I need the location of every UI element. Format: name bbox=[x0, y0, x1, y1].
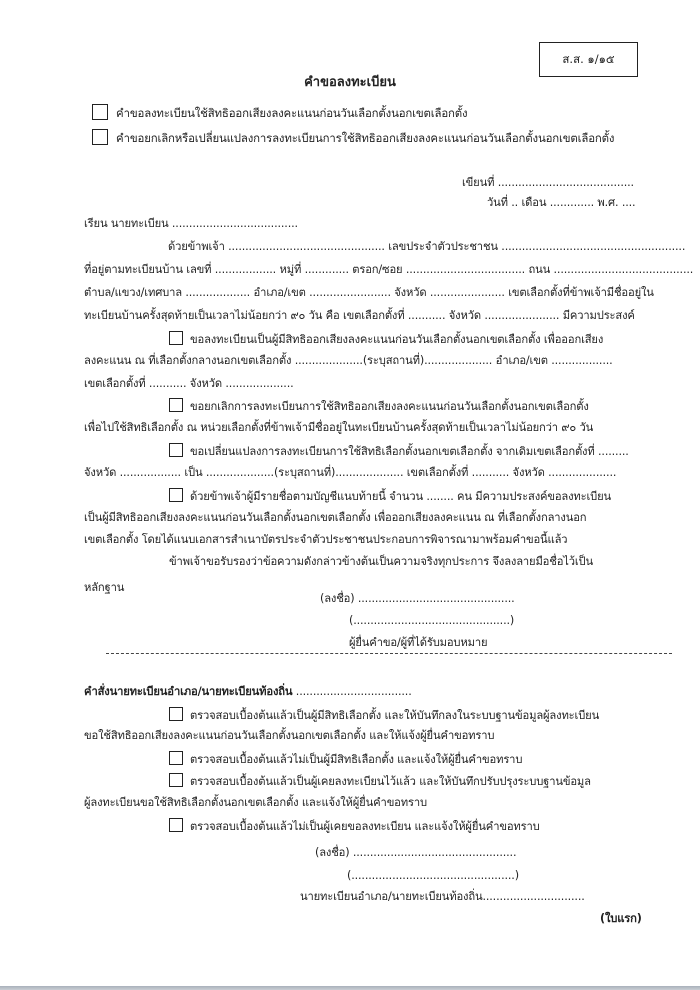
option-text: ขอลงทะเบียนเป็นผู้มีสิทธิออกเสียงลงคะแนนก่อนวันเลือกตั้งนอกเขตเลือกตั้ง เพื่อออกเสียง bbox=[190, 333, 604, 346]
applicant-role-label: ผู้ยื่นคำขอ/ผู้ที่ได้รับมอบหมาย bbox=[349, 636, 488, 649]
order-already-registered-line-2: ผู้ลงทะเบียนขอใช้สิทธิเลือกตั้งนอกเขตเลือกตั้ง และแจ้งให้ผู้ยื่นคำขอทราบ bbox=[84, 796, 427, 809]
checkbox-option-group[interactable] bbox=[169, 488, 183, 502]
option-register-line-1 bbox=[169, 331, 603, 347]
option-change-line-1 bbox=[169, 443, 629, 459]
request-type-register bbox=[92, 104, 467, 120]
page-bottom-edge bbox=[0, 986, 700, 990]
date-field[interactable]: วันที่ .. เดือน ............. พ.ศ. .... bbox=[487, 196, 636, 209]
option-register-line-3[interactable]: เขตเลือกตั้งที่ ........... จังหวัด .................... bbox=[84, 377, 294, 390]
written-at-field[interactable]: เขียนที่ ........................................ bbox=[462, 176, 634, 189]
checkbox-request-cancel-change[interactable] bbox=[92, 129, 108, 145]
option-group-line-3: เขตเลือกตั้ง โดยได้แนบเอกสารสำเนาบัตรประจำตัวประชาชนประกอบการพิจารณามาพร้อมคำขอนี้แล้ว bbox=[84, 533, 568, 546]
section-divider bbox=[106, 653, 672, 654]
order-eligible-line-1 bbox=[169, 707, 599, 723]
applicant-district-line[interactable]: ตำบล/แขวง/เทศบาล ................... อำเภอ/เขต ........................ จังหวัด ...................... เขตเลือกตั้งที่ข้าพเจ้ามีชื่ออยู่ใน bbox=[84, 286, 654, 299]
applicant-name-id-line[interactable]: ด้วยข้าพเจ้า .............................................. เลขประจำตัวประชาชน ...................................................... bbox=[168, 240, 686, 253]
registrar-name-field[interactable]: (................................................) bbox=[347, 869, 519, 882]
checkbox-order-not-eligible[interactable] bbox=[169, 751, 183, 765]
option-text: ขอยกเลิกการลงทะเบียนการใช้สิทธิออกเสียงลงคะแนนก่อนวันเลือกตั้งนอกเขตเลือกตั้ง bbox=[190, 400, 589, 413]
checkbox-option-register[interactable] bbox=[169, 331, 183, 345]
certification-line-1: ข้าพเจ้าขอรับรองว่าข้อความดังกล่าวข้างต้นเป็นความจริงทุกประการ จึงลงลายมือชื่อไว้เป็น bbox=[169, 555, 593, 568]
option-cancel-line-2: เพื่อไปใช้สิทธิเลือกตั้ง ณ หน่วยเลือกตั้งที่ข้าพเจ้ามีชื่ออยู่ในทะเบียนบ้านครั้งสุดท้ายเป็นเวลาไม่น้อยกว่า ๙๐ วัน bbox=[84, 421, 594, 434]
page-label: (ใบแรก) bbox=[600, 912, 642, 925]
applicant-address-line[interactable]: ที่อยู่ตามทะเบียนบ้าน เลขที่ .................. หมู่ที่ ............. ตรอก/ซอย ................................... ถนน ......................................... bbox=[84, 263, 694, 276]
applicant-constituency-line[interactable]: ทะเบียนบ้านครั้งสุดท้ายเป็นเวลาไม่น้อยกว่า ๙๐ วัน คือ เขตเลือกตั้งที่ ........... จังหวัด ...................... มีความประสงค์ bbox=[84, 309, 635, 322]
order-not-eligible bbox=[169, 751, 522, 767]
option-text: ขอเปลี่ยนแปลงการลงทะเบียนการใช้สิทธิเลือกตั้งนอกเขตเลือกตั้ง จากเดิมเขตเลือกตั้งที่ ......... bbox=[190, 445, 629, 458]
checkbox-option-cancel[interactable] bbox=[169, 398, 183, 412]
order-text: ตรวจสอบเบื้องต้นแล้วเป็นผู้มีสิทธิเลือกตั้ง และให้บันทึกลงในระบบฐานข้อมูลผู้ลงทะเบียน bbox=[190, 709, 600, 722]
registrar-heading-dots[interactable]: .................................. bbox=[292, 685, 412, 698]
registrar-heading: คำสั่งนายทะเบียนอำเภอ/นายทะเบียนท้องถิ่น bbox=[84, 685, 293, 698]
order-text: ตรวจสอบเบื้องต้นแล้วเป็นผู้เคยลงทะเบียนไว้แล้ว และให้บันทึกปรับปรุงระบบฐานข้อมูล bbox=[190, 775, 591, 788]
order-text: ตรวจสอบเบื้องต้นแล้วไม่เป็นผู้เคยขอลงทะเบียน และแจ้งให้ผู้ยื่นคำขอทราบ bbox=[190, 820, 540, 833]
registrar-signature-field[interactable]: (ลงชื่อ) ................................................ bbox=[315, 846, 517, 859]
registrar-heading-line bbox=[84, 685, 412, 699]
form-code: ส.ส. ๑/๑๕ bbox=[562, 51, 615, 66]
request-type-label: คำขอยกเลิกหรือเปลี่ยนแปลงการลงทะเบียนการใช้สิทธิออกเสียงลงคะแนนก่อนวันเลือกตั้งนอกเขตเลือกตั้ง bbox=[116, 131, 615, 145]
request-type-cancel-change bbox=[92, 129, 614, 145]
option-register-line-2[interactable]: ลงคะแนน ณ ที่เลือกตั้งกลางนอกเขตเลือกตั้ง ....................(ระบุสถานที่).................... อำเภอ/เขต .................. bbox=[84, 354, 613, 367]
applicant-name-field[interactable]: (..............................................) bbox=[349, 614, 515, 627]
option-text: ด้วยข้าพเจ้าผู้มีรายชื่อตามบัญชีแนบท้ายนี้ จำนวน ........ คน มีความประสงค์ขอลงทะเบียน bbox=[190, 490, 612, 503]
order-never-registered bbox=[169, 818, 540, 834]
checkbox-option-change[interactable] bbox=[169, 443, 183, 457]
order-already-registered-line-1 bbox=[169, 773, 591, 789]
order-eligible-line-2: ขอใช้สิทธิออกเสียงลงคะแนนก่อนวันเลือกตั้งนอกเขตเลือกตั้ง และให้แจ้งผู้ยื่นคำขอทราบ bbox=[84, 729, 495, 742]
option-group-line-1 bbox=[169, 488, 611, 504]
option-cancel-line-1 bbox=[169, 398, 589, 414]
order-text: ตรวจสอบเบื้องต้นแล้วไม่เป็นผู้มีสิทธิเลือกตั้ง และแจ้งให้ผู้ยื่นคำขอทราบ bbox=[190, 753, 523, 766]
to-registrar-field[interactable]: เรียน นายทะเบียน ..................................... bbox=[84, 217, 298, 230]
checkbox-order-already-registered[interactable] bbox=[169, 773, 183, 787]
registrar-role-field[interactable]: นายทะเบียนอำเภอ/นายทะเบียนท้องถิ่น.............................. bbox=[300, 890, 585, 903]
checkbox-order-eligible[interactable] bbox=[169, 707, 183, 721]
request-type-label: คำขอลงทะเบียนใช้สิทธิออกเสียงลงคะแนนก่อนวันเลือกตั้งนอกเขตเลือกตั้ง bbox=[116, 106, 468, 120]
certification-line-2: หลักฐาน bbox=[84, 581, 125, 594]
option-change-line-2[interactable]: จังหวัด .................. เป็น ....................(ระบุสถานที่).................... เขตเลือกตั้งที่ ........... จังหวัด .................... bbox=[84, 466, 617, 479]
applicant-signature-field[interactable]: (ลงชื่อ) .............................................. bbox=[320, 592, 515, 605]
checkbox-request-register[interactable] bbox=[92, 104, 108, 120]
checkbox-order-never-registered[interactable] bbox=[169, 818, 183, 832]
option-group-line-2: เป็นผู้มีสิทธิออกเสียงลงคะแนนก่อนวันเลือกตั้งนอกเขตเลือกตั้ง เพื่อออกเสียงลงคะแนน ณ ที่เลือกตั้งกลางนอก bbox=[84, 511, 587, 524]
form-title: คำขอลงทะเบียน bbox=[304, 75, 396, 90]
